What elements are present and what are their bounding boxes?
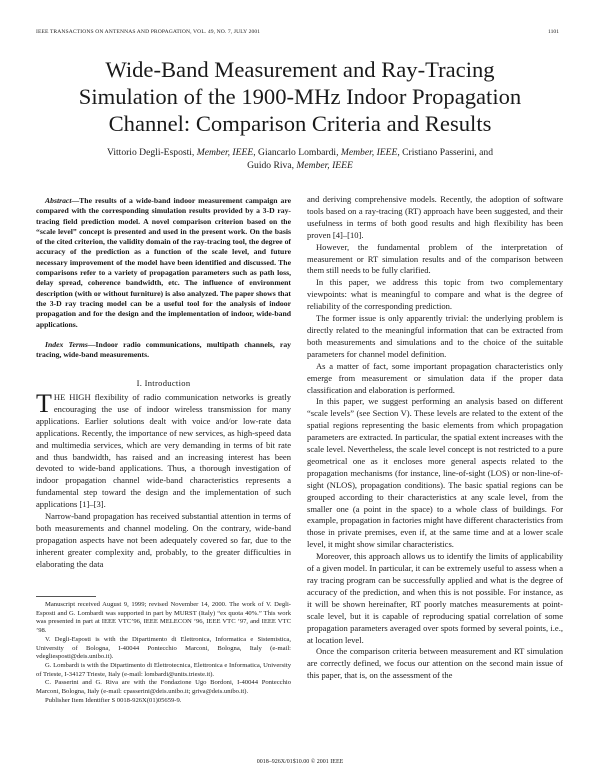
body-paragraph: In this paper, we suggest performing an analysis based on different “scale levels” (see Section V). These levels are related to the extent of the spatial regions representing the basic elements from which propagation parameters are extracted. In particular, the spatial extent increases with the scale level. Nevertheless, the scale level concept is not restricted to a pure geometrical one as it encloses more general aspects related to the propagation mechanisms (for instance, line-of-sight (LOS) or non-line-of-sight (NLOS), propagation conditions). The basic spatial regions can be grouped according to their characteristics at any scale level, from the smaller one (a point in the space) to a whole class of buildings. For example, propagation in factories might have different characteristics from those in private premises, even if, at the same time and at a lower scale level, it might show similar characteristics. — [307, 396, 563, 550]
author-name: Vittorio Degli-Esposti, — [106, 147, 197, 158]
section-heading: I. Introduction — [136, 378, 191, 388]
body-paragraph: In this paper, we address this topic from two complementary viewpoints: what is meaningful to compare and what is the degree of reliability of the corresponding prediction. — [307, 277, 563, 312]
index-terms-text: Indoor radio communications, multipath channels, ray tracing, wide-band measurements. — [36, 340, 292, 360]
body-paragraph: Moreover, this approach allows us to identify the limits of applicability of a given model. In particular, it can be extremely useful to assess when a ray tracing program can be successfully applied and what is the degree of accuracy of the prediction, and when this is not possible. For instance, as it will be shown hereinafter, RT poorly matches measurements at point-scale level, but it is capable of reproducing spatial correlation of some propagation parameters averaged over spots formed by several points, i.e., at location level. — [307, 551, 563, 645]
footnotes — [36, 601, 291, 705]
index-terms-label: Index Terms— — [45, 340, 96, 349]
paper-title — [0, 56, 600, 137]
introduction-body — [36, 389, 291, 571]
footnote: Manuscript received August 9, 1999; revised November 14, 2000. The work of V. Degli-Esposti and G. Lombardi was supported in part by MURST (Italy) “ex quota 40%.” This work was presented in part at IEEE VTC’96, IEEE MELECON ’96, IEEE VTC ’97, and IEEE VTC ’98. — [36, 601, 291, 635]
body-paragraph: As a matter of fact, some important propagation characteristics only emerge from measurement or simulation data if the proper data classification and elaboration is performed. — [307, 360, 563, 395]
title-line-1: Wide-Band Measurement and Ray-Tracing — [105, 57, 495, 82]
body-paragraph: The former issue is only apparently trivial: the underlying problem is directly related to the meaningful information that can be extracted from both measurements and simulations and to the choice of the suitable parameters for channel model definition. — [307, 313, 563, 359]
abstract-text: The results of a wide-band indoor measurement campaign are compared with the corresponding simulation results provided by a 3-D ray-tracing field prediction model. A novel comparison criterion based on the “scale level” concept is presented and used in the present work. On the basis of the cited criterion, the validity domain of the ray-tracing tool, the degree of accuracy of the prediction as a function of the scale level, and future necessary improvement of the model have been identified and discussed. The comparisons refer to a variety of propagation parameters such as path loss, delay spread, coherence bandwidth, etc. The influence of environment description (with or without furniture) is also analyzed. The paper shows that the 3-D ray tracing model can be a useful tool for the analysis of indoor propagation and for the design and the implementation of indoor, wide-band applications. — [36, 196, 291, 329]
author-list — [60, 146, 540, 172]
body-paragraph: However, the fundamental problem of the interpretation of measurement or RT simulation results and of the comparison between them still needs to be fully clarified. — [307, 241, 563, 276]
author-role: Member, IEEE — [196, 147, 254, 158]
author-name: , Cristiano Passerini, and — [397, 147, 494, 158]
author-role: Member, IEEE — [296, 160, 353, 171]
intro-paragraph: Narrow-band propagation has received substantial attention in terms of both measurements and channel modeling. On the contrary, wide-band propagation aspects have not been adequately covered so far, due to the inherent greater complexity and, probably, to the greater difficulties in elaborating the data — [36, 511, 291, 569]
body-paragraph: Once the comparison criteria between measurement and RT simulation are correctly defined, we focus our attention on the second main issue of this paper, that is, on the assessment of the — [307, 646, 563, 681]
page-number: 1101 — [548, 29, 559, 35]
author-role: Member, IEEE — [340, 147, 398, 158]
index-terms — [36, 340, 291, 361]
title-line-2: Simulation of the 1900-MHz Indoor Propagation — [78, 84, 522, 109]
copyright-footer: 0018–926X/01$10.00 © 2001 IEEE — [256, 759, 344, 765]
body-paragraph: and deriving comprehensive models. Recently, the adoption of software tools based on a ray-tracing (RT) approach have been suggested, and their usefulness in terms of both good results and high flexibility has been proven [4]–[10]. — [307, 194, 563, 240]
footnote-divider — [36, 596, 96, 597]
author-name: Guido Riva, — [247, 160, 297, 171]
author-name: , Giancarlo Lombardi, — [253, 147, 341, 158]
footnote: C. Passerini and G. Riva are with the Fondazione Ugo Bordoni, I-40044 Pontecchio Marconi, Bologna, Italy (e-mail: cpasserini@deis.unibo.it; griva@deis.unibo.it). — [36, 679, 291, 696]
footnote: G. Lombardi is with the Dipartimento di Elettrotecnica, Elettronica e Informatica, University of Trieste, I-34127 Trieste, Italy (e-mail: lombardi@units.trieste.it). — [36, 661, 291, 678]
footnote: Publisher Item Identifier S 0018-926X(01)05659-9. — [45, 696, 182, 704]
paragraph-text: HE HIGH flexibility of radio communication networks is greatly encouraging the use of indoor wireless transmission for many applications. Earlier solutions dealt with voice and/or low-rate data applications. Recently, the importance of new services, as high-speed data and multimedia services, which are very demanding in terms of bit rate and thus bandwidth, has raised and an increasing interest has been devoted to wide-band applications. Thus, a thorough investigation of indoor propagation channel wide-band characteristics represents a fundamental step toward the design and the implementation of such applications [1]–[3]. — [36, 392, 291, 510]
title-line-3: Channel: Comparison Criteria and Results — [108, 111, 492, 136]
right-column-body — [307, 194, 563, 682]
abstract — [36, 196, 291, 330]
abstract-label: Abstract— — [45, 196, 80, 205]
footnote: V. Degli-Esposti is with the Dipartimento di Elettronica, Informatica e Sistemistica, University of Bologna, I-40044 Pontecchio Marconi, Bologna, Italy (e-mail: vdegliesposti@deis.unibo.it). — [36, 635, 291, 661]
running-header: IEEE TRANSACTIONS ON ANTENNAS AND PROPAGATION, VOL. 49, NO. 7, JULY 2001 — [36, 29, 261, 35]
drop-cap: T — [36, 389, 52, 418]
intro-paragraph — [36, 389, 291, 511]
